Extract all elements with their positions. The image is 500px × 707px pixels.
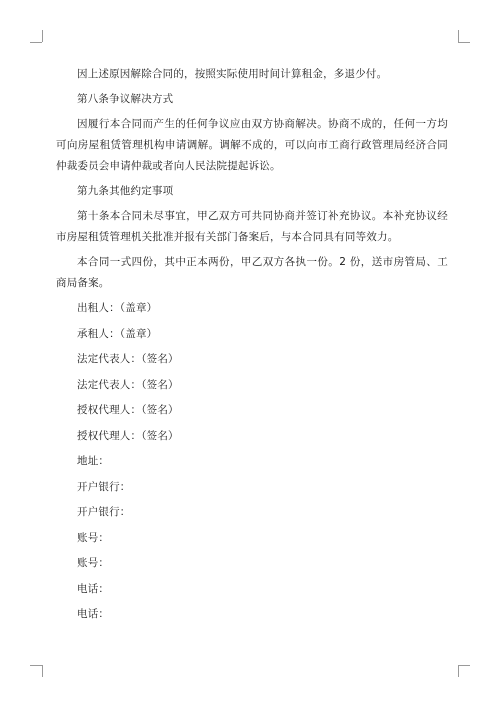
account-number-line: 账号： bbox=[77, 557, 110, 569]
legal-representative-line: 法定代表人：（签名） bbox=[77, 353, 179, 365]
heading-article-8-dispute-resolution: 第八条争议解决方式 bbox=[77, 93, 174, 105]
paragraph-termination-refund: 因上述原因解除合同的，按照实际使用时间计算租金，多退少付。 bbox=[77, 68, 388, 80]
address-line: 地址： bbox=[77, 455, 110, 467]
account-number-line: 账号： bbox=[77, 531, 110, 544]
authorized-agent-line: 授权代理人：（签名） bbox=[77, 404, 179, 416]
paragraph-article-10-supplementary: 第十条本合同未尽事宜，甲乙双方可共同协商并签订补充协议。本补充协议经市房屋租赁管理机关批准并报有关部门备案后，与本合同具有同等效力。 bbox=[56, 210, 448, 243]
legal-representative-line: 法定代表人：（签名） bbox=[77, 378, 179, 391]
lessor-seal-line: 出租人：（盖章） bbox=[77, 302, 158, 314]
signature-block bbox=[56, 298, 448, 625]
paragraph-copies: 本合同一式四份，其中正本两份，甲乙双方各执一份。2 份，送市房管局、工商局备案。 bbox=[56, 256, 448, 289]
paragraph-dispute-resolution: 因履行本合同而产生的任何争议应由双方协商解决。协商不成的，任何一方均可向房屋租赁管理机构申请调解。调解不成的，可以向市工商行政管理局经济合同仲裁委员会申请仲裁或者向人民法院提起诉讼。 bbox=[56, 118, 448, 172]
document-body bbox=[56, 64, 448, 630]
authorized-agent-line: 授权代理人：（签名） bbox=[77, 429, 179, 442]
heading-article-9-other-terms: 第九条其他约定事项 bbox=[77, 185, 174, 197]
phone-line: 电话： bbox=[77, 582, 110, 595]
phone-line: 电话： bbox=[77, 608, 110, 620]
bank-line: 开户银行： bbox=[77, 480, 131, 493]
bank-line: 开户银行： bbox=[77, 506, 131, 518]
lessee-seal-line: 承租人：（盖章） bbox=[77, 327, 158, 340]
